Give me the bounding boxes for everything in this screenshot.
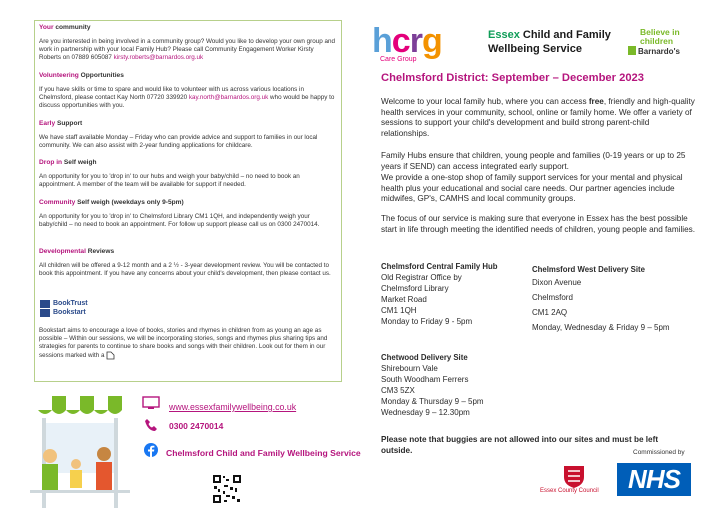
dropin-text: An opportunity for you to 'drop in' to our hubs and weigh your baby/child – no need to book an appointment. A member of the team will be available for support if needed. — [39, 173, 300, 188]
early-support-text: We have staff available Monday – Friday who can provide advice and support to families in our local community. We can also assist with 2-year funding applications for childcare. — [39, 134, 318, 149]
commissioned-by-label: Commissioned by — [633, 449, 685, 456]
intro-paragraph: Welcome to your local family hub, where you can access free, friendly and high-quality health services in your community, school, online or family home. We offer a variety of sessions to support your child's development and build strong parent-child relationships. — [381, 97, 695, 138]
community-weigh-section — [39, 199, 337, 229]
community-weigh-heading: Community Self weigh (weekdays only 9-5pm) — [39, 199, 184, 206]
central-hub-title: Chelmsford Central Family Hub — [381, 262, 498, 271]
website-link[interactable]: www.essexfamilywellbeing.co.uk — [169, 402, 297, 412]
district-title: Chelmsford District: September – December 2023 — [381, 72, 645, 84]
bookstart-book-icon — [106, 351, 115, 360]
dropin-section — [39, 159, 337, 189]
central-hub-site: Chelmsford Central Family Hub Old Registrar Office by Chelmsford Library Market Road CM1 1QH Monday to Friday 9 - 5pm — [381, 262, 516, 327]
family-hub-illustration — [20, 378, 140, 508]
essex-county-council-crest-icon — [560, 463, 588, 489]
dropin-heading: Drop in Self weigh — [39, 159, 97, 166]
believe-in-children-logo: Believe in children — [640, 27, 680, 46]
community-email-link[interactable]: kirsty.roberts@barnardos.org.uk — [113, 54, 204, 61]
west-delivery-site: Chelmsford West Delivery Site Dixon Avenue Chelmsford CM1 2AQ Monday, Wednesday & Friday 9 – 5pm — [532, 265, 712, 335]
facebook-page-name[interactable]: Chelmsford Child and Family Wellbeing Service — [166, 448, 361, 458]
bookstart-text: Bookstart aims to encourage a love of books, stories and rhymes in children from as young an age as possible – Within our sessions, we will be incorporating stories, songs and rhymes plus sharing tips and strategies for parents to continue to share books and songs with their children. Look out for them in our sessions marked with a — [39, 327, 328, 360]
community-section — [39, 24, 337, 62]
community-weigh-text: An opportunity for you to 'drop in' to Chelmsford Library CM1 1QH, and independently weigh your baby/child – no need to book an appointment. For follow up support please call us on 0300 2470014. — [39, 213, 320, 228]
developmental-heading: Developmental Reviews — [39, 248, 115, 255]
facebook-icon[interactable] — [144, 443, 158, 457]
chetwood-site-title: Chetwood Delivery Site — [381, 353, 468, 362]
west-site-title: Chelmsford West Delivery Site — [532, 265, 645, 274]
focus-paragraph: The focus of our service is making sure that everyone in Essex has the best possible start in life through meeting the identified needs of children, young people and families. — [381, 214, 696, 234]
chetwood-delivery-site: Chetwood Delivery Site Shirebourn Vale South Woodham Ferrers CM3 5ZX Monday & Thursday 9 – 5pm Wednesday 9 – 12.30pm — [381, 353, 531, 418]
service-title: Essex Child and Family Wellbeing Service — [488, 29, 611, 55]
barnardos-logo-text: Barnardo's — [638, 47, 680, 56]
hcrg-logo: hcrg — [372, 22, 442, 60]
essex-county-council-label: Essex County Council — [540, 488, 599, 494]
phone-icon — [144, 418, 158, 432]
computer-icon — [142, 396, 160, 410]
buggies-note: Please note that buggies are not allowed into our sites and must be left outside. — [381, 435, 659, 455]
volunteering-text: If you have skills or time to spare and would like to volunteer with us across various locations in Chelmsford, please contact Kay North 07720 339920 — [39, 86, 304, 101]
early-support-section — [39, 120, 337, 150]
community-text: Are you interested in being involved in a community group? Would you like to develop your own group and work in partnership with your local Family Hub? Please call Community Engagement Worker Kirsty Roberts on 07889 605087 — [39, 38, 336, 61]
developmental-text: All children will be offered a 9-12 month and a 2 ½ - 3-year development review. You will be contacted to book this appointment. If you have any concerns about your child's development, then please contact us. — [39, 262, 331, 277]
volunteering-email-link[interactable]: kay.north@barnardos.org.uk — [188, 94, 269, 101]
volunteering-heading: Volunteering Opportunities — [39, 72, 124, 79]
one-stop-paragraph: We provide a one-stop shop of family support services for your mental and physical health plus your educational and social care needs. Our partner agencies include midwifes, GP's, CAMHS and local community groups. — [381, 173, 683, 203]
nhs-logo: NHS — [617, 463, 691, 496]
developmental-section — [39, 248, 337, 278]
community-heading: Your community — [39, 24, 91, 31]
phone-number[interactable]: 0300 2470014 — [169, 421, 224, 431]
family-hubs-paragraph: Family Hubs ensure that children, young people and families (0-19 years or up to 25 years if SEND) can access integrated early support. — [381, 151, 686, 171]
hcrg-subtitle: Care Group — [380, 56, 417, 63]
volunteering-section: Volunteering Opportunities If you have skills or time to spare and would like to volunteer with us across various locations in Chelmsford, please contact Kay North 07720 339920 kay.north@barnardos.org.uk who would be happy to discuss opportunities with you. — [39, 72, 337, 110]
book-icon — [40, 300, 52, 318]
barnardos-icon — [628, 46, 636, 55]
booktrust-logo: BookTrust Bookstart — [40, 299, 86, 319]
qr-code[interactable] — [212, 474, 242, 504]
early-support-heading: Early Support — [39, 120, 83, 127]
